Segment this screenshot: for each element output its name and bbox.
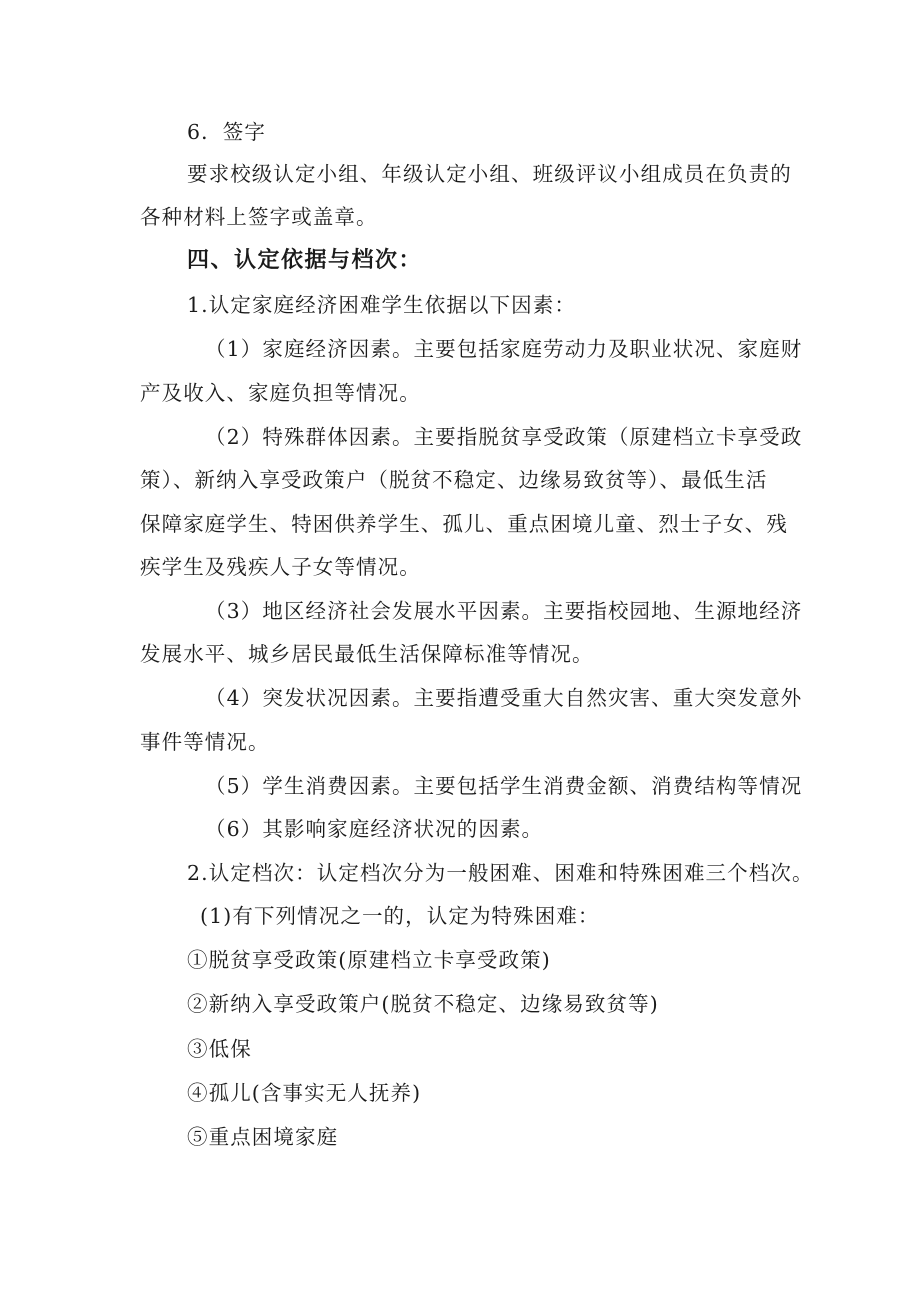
factor-2-line: 保障家庭学生、特困供养学生、孤儿、重点困境儿童、烈士子女、残	[140, 512, 788, 536]
factor-2-line: 疾学生及残疾人子女等情况。	[140, 555, 421, 579]
factor-1-line: （1）家庭经济因素。主要包括家庭劳动力及职业状况、家庭财	[205, 337, 803, 361]
list-item: ④孤儿(含事实无人抚养)	[187, 1081, 422, 1105]
list-item: ①脱贫享受政策(原建档立卡享受政策)	[187, 948, 551, 972]
factor-4-line: （4）突发状况因素。主要指遭受重大自然灾害、重大突发意外	[205, 686, 803, 710]
item-2-title: 2.认定档次：认定档次分为一般困难、困难和特殊困难三个档次。	[187, 861, 814, 885]
factor-6-line: （6）其影响家庭经济状况的因素。	[205, 817, 544, 841]
factor-2-line: （2）特殊群体因素。主要指脱贫享受政策（原建档立卡享受政	[205, 425, 803, 449]
factor-1-line: 产及收入、家庭负担等情况。	[140, 381, 421, 405]
section-4-heading: 四、认定依据与档次：	[187, 248, 423, 273]
factor-4-line: 事件等情况。	[140, 730, 270, 754]
factor-2-line: 策）、新纳入享受政策户（脱贫不稳定、边缘易致贫等）、最低生活	[140, 468, 768, 492]
list-item: ③低保	[187, 1037, 252, 1061]
factor-3-line: （3）地区经济社会发展水平因素。主要指校园地、生源地经济	[205, 599, 803, 623]
factor-5-line: （5）学生消费因素。主要包括学生消费金额、消费结构等情况	[205, 774, 803, 798]
list-item: ②新纳入享受政策户(脱贫不稳定、边缘易致贫等)	[187, 992, 659, 1016]
paragraph-line: 各种材料上签字或盖章。	[140, 205, 378, 229]
item-1-title: 1.认定家庭经济困难学生依据以下因素：	[187, 293, 576, 317]
special-difficulty-intro: (1)有下列情况之一的，认定为特殊困难：	[200, 904, 600, 928]
paragraph-line: 要求校级认定小组、年级认定小组、班级评议小组成员在负责的	[187, 162, 792, 186]
section-6-title: 6．签字	[187, 120, 266, 144]
factor-3-line: 发展水平、城乡居民最低生活保障标准等情况。	[140, 642, 594, 666]
list-item: ⑤重点困境家庭	[187, 1125, 339, 1149]
